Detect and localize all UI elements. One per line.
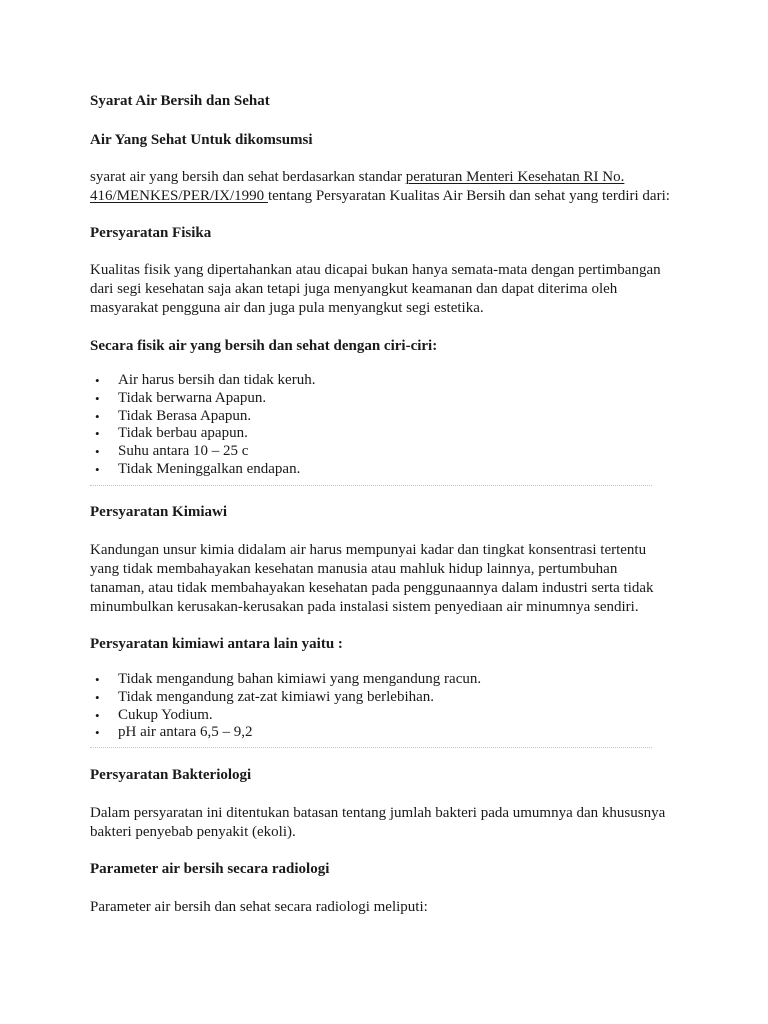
document-subtitle: Air Yang Sehat Untuk dikomsumsi: [90, 132, 313, 148]
kimiawi-heading: Persyaratan Kimiawi: [90, 504, 228, 520]
paragraph-line: masyarakat pengguna air dan juga pula menyangkut segi estetika.: [90, 300, 484, 316]
fisika-criteria-list: [90, 372, 680, 479]
paragraph-line: Parameter air bersih dan sehat secara radiologi meliputi:: [90, 899, 428, 915]
paragraph-line: yang tidak membahayakan kesehatan manusia atau mahluk hidup lainnya, pertumbuhan: [90, 561, 618, 577]
paragraph-line: Kandungan unsur kimia didalam air harus mempunyai kadar dan tingkat konsentrasi tertentu: [90, 542, 647, 558]
list-item: [90, 372, 680, 390]
intro-text-rest: tentang Persyaratan Kualitas Air Bersih dan sehat yang terdiri dari:: [267, 188, 670, 204]
intro-paragraph: [90, 168, 680, 206]
list-item-text: pH air antara 6,5 – 9,2: [118, 724, 253, 741]
radiologi-heading: Parameter air bersih secara radiologi: [90, 861, 330, 877]
kimiawi-criteria-list: [90, 671, 680, 742]
list-item: [90, 443, 680, 461]
bullet-icon: •: [95, 461, 100, 477]
list-item-text: Air harus bersih dan tidak keruh.: [118, 372, 316, 388]
list-item-text: Tidak mengandung zat-zat kimiawi yang berlebihan.: [118, 688, 435, 705]
bullet-icon: •: [95, 408, 100, 424]
bakteriologi-paragraph: [90, 804, 680, 842]
bullet-icon: •: [95, 672, 100, 687]
intro-line-1: [90, 168, 680, 187]
fisika-heading: Persyaratan Fisika: [90, 225, 212, 241]
regulation-link-part-1[interactable]: peraturan Menteri Kesehatan RI No.: [405, 169, 625, 185]
list-item-text: Tidak mengandung bahan kimiawi yang mengandung racun.: [118, 671, 482, 687]
list-item: [90, 425, 680, 443]
list-item: [90, 707, 680, 725]
bullet-icon: •: [95, 426, 100, 442]
paragraph-line: Kualitas fisik yang dipertahankan atau dicapai bukan hanya semata-mata dengan pertimbangan: [90, 262, 661, 278]
kimiawi-paragraph: [90, 541, 680, 617]
list-item-text: Cukup Yodium.: [118, 706, 213, 723]
paragraph-line: minumbulkan kerusakan-kerusakan pada instalasi sistem penyediaan air minumnya sendiri.: [90, 599, 639, 615]
section-divider: [90, 485, 652, 486]
bullet-icon: •: [95, 707, 100, 723]
list-item: [90, 671, 680, 689]
list-item-text: Tidak berbau apapun.: [118, 425, 248, 442]
section-divider: [90, 747, 652, 748]
paragraph-line: tanaman, atau tidak membahayakan kesehatan pada penggunaannya dalam industri serta tidak: [90, 580, 654, 596]
list-item-text: Tidak berwarna Apapun.: [118, 389, 267, 406]
radiologi-paragraph: [90, 898, 680, 917]
list-item: [90, 390, 680, 408]
list-item: [90, 689, 680, 707]
fisika-list-heading: Secara fisik air yang bersih dan sehat dengan ciri-ciri:: [90, 338, 438, 354]
list-item-text: Tidak Meninggalkan endapan.: [118, 460, 301, 477]
bullet-icon: •: [95, 689, 100, 705]
fisika-paragraph: [90, 261, 680, 318]
paragraph-line: bakteri penyebab penyakit (ekoli).: [90, 824, 296, 840]
list-item: [90, 408, 680, 426]
intro-line-2: [90, 187, 680, 206]
bullet-icon: •: [95, 725, 100, 741]
bullet-icon: •: [95, 444, 100, 460]
bakteriologi-heading: Persyaratan Bakteriologi: [90, 767, 252, 783]
list-item-text: Suhu antara 10 – 25 c: [118, 443, 249, 460]
list-item-text: Tidak Berasa Apapun.: [118, 407, 252, 424]
kimiawi-list-heading: Persyaratan kimiawi antara lain yaitu :: [90, 636, 343, 652]
paragraph-line: dari segi kesehatan saja akan tetapi juga menyangkut keamanan dan dapat diterima oleh: [90, 281, 618, 297]
bullet-icon: •: [95, 373, 100, 388]
bullet-icon: •: [95, 390, 100, 406]
intro-text: syarat air yang bersih dan sehat berdasarkan standar: [90, 169, 406, 185]
regulation-link-part-2[interactable]: 416/MENKES/PER/IX/1990: [90, 188, 268, 204]
paragraph-line: Dalam persyaratan ini ditentukan batasan tentang jumlah bakteri pada umumnya dan khususnya: [90, 805, 666, 821]
document-title: Syarat Air Bersih dan Sehat: [90, 93, 270, 109]
list-item: [90, 461, 680, 479]
list-item: [90, 724, 680, 742]
